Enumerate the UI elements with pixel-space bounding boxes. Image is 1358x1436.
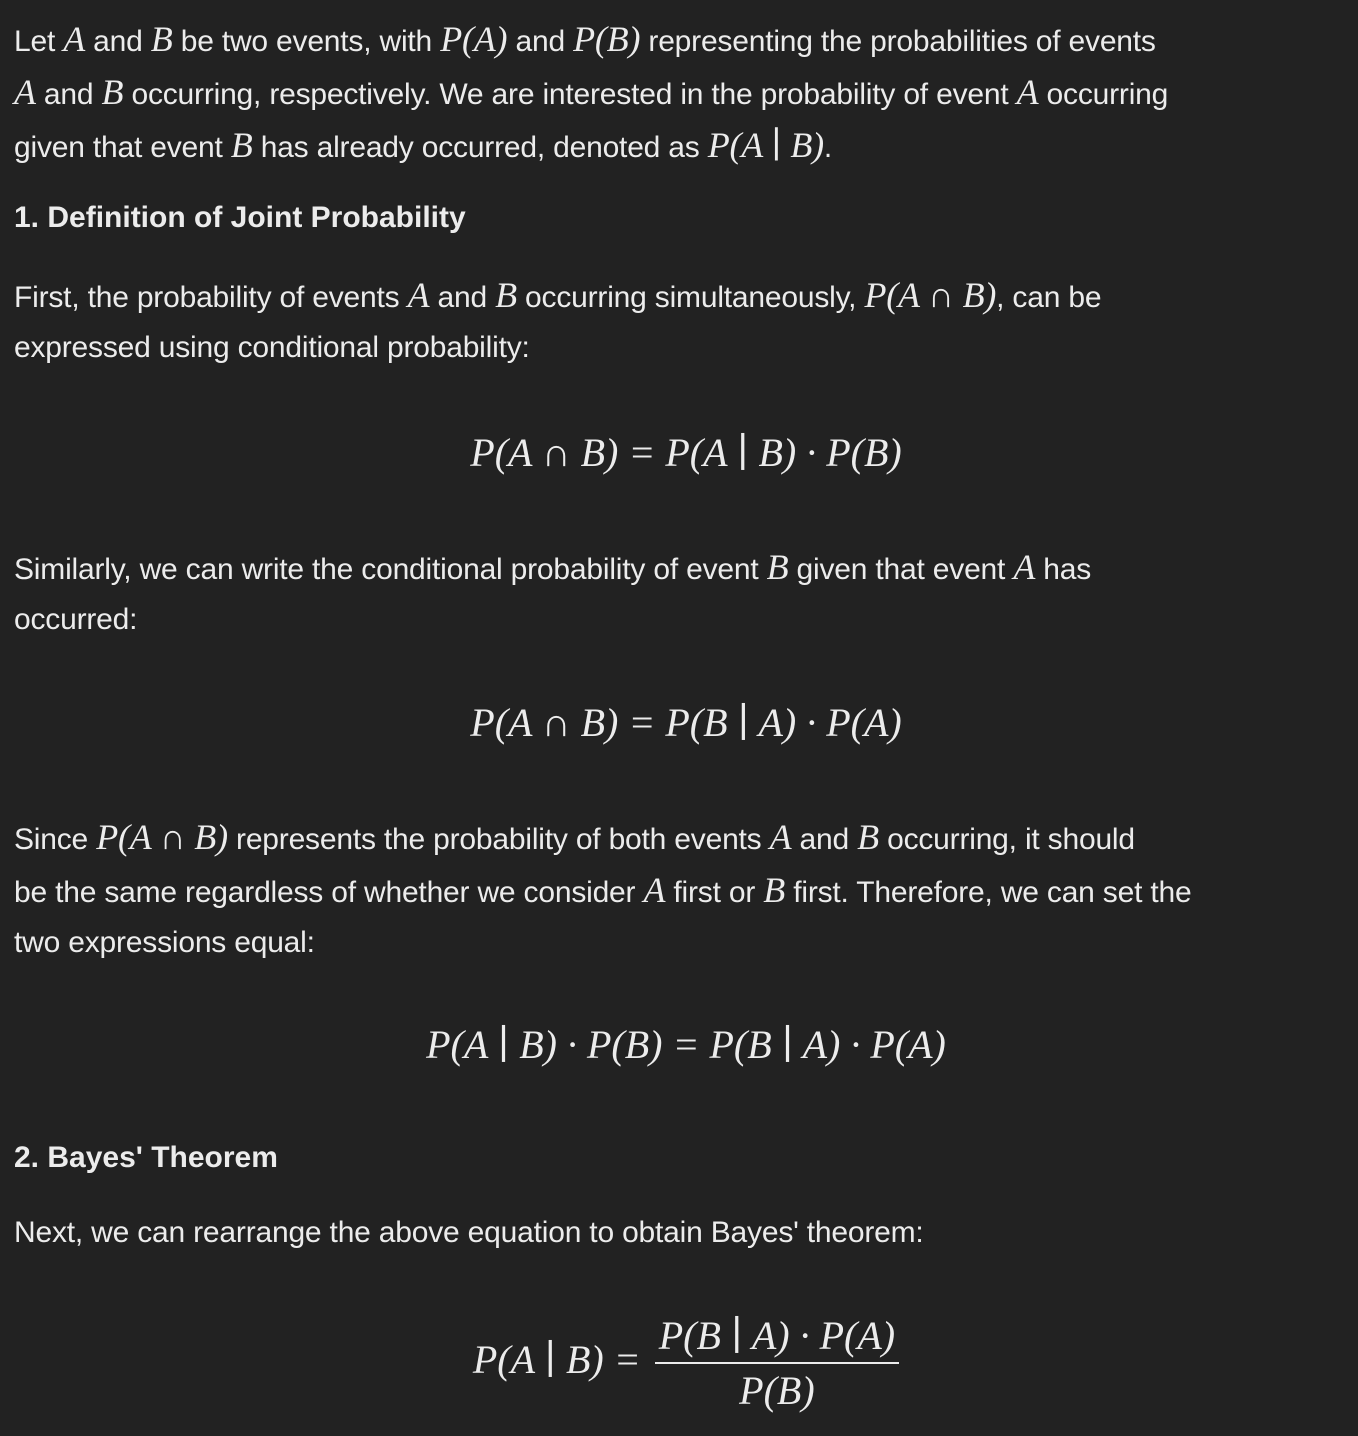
intro-text: . <box>823 131 833 164</box>
math-expr: P(A ∣ B) <box>707 125 824 165</box>
math-expr: P(A) <box>440 19 508 59</box>
math-var: B <box>763 870 786 910</box>
intro-text: given that event <box>14 131 231 164</box>
section-heading-bayes-theorem: 2. Bayes' Theorem <box>14 1141 278 1174</box>
intro-text: and <box>35 78 102 111</box>
bayes-fraction <box>655 1312 899 1416</box>
paragraph-text: and <box>429 281 496 314</box>
intro-text: occurring, respectively. We are interested in the probability of event <box>123 78 1017 111</box>
math-var: B <box>101 72 124 112</box>
intro-text: and <box>85 25 151 58</box>
paragraph-text: First, the probability of events <box>14 281 408 314</box>
math-var: B <box>766 547 789 587</box>
math-var: A <box>643 870 666 910</box>
math-var: B <box>857 817 879 857</box>
math-var: B <box>150 19 173 59</box>
paragraph-text: Since <box>14 823 97 856</box>
bayes-denominator: P(B) <box>739 1367 815 1413</box>
similarly-paragraph <box>14 542 1358 645</box>
math-var: A <box>1013 547 1036 587</box>
paragraph-text: , can be <box>996 281 1102 314</box>
math-var: B <box>495 275 517 315</box>
intro-text: has already occurred, denoted as <box>252 131 708 164</box>
math-var: A <box>769 817 792 857</box>
paragraph-text: Similarly, we can write the conditional probability of event <box>14 553 767 586</box>
bayes-intro-paragraph: Next, we can rearrange the above equation to obtain Bayes' theorem: <box>14 1216 924 1249</box>
since-paragraph <box>14 812 1358 968</box>
intro-text: and <box>507 25 574 58</box>
math-var: A <box>407 275 430 315</box>
intro-text: Let <box>14 25 64 58</box>
bayes-lhs: P(A ∣ B) = <box>472 1337 641 1382</box>
math-expr: P(A ∩ B) <box>864 275 997 315</box>
equation-bayes-theorem <box>14 1310 1358 1420</box>
intro-text: be two events, with <box>172 25 441 58</box>
paragraph-text: represents the probability of both events <box>227 823 770 856</box>
intro-paragraph <box>14 14 1358 173</box>
bayes-numerator: P(B ∣ A) · P(A) <box>655 1312 899 1364</box>
equation-set-equal: P(A ∣ B) · P(B) = P(B ∣ A) · P(A) <box>426 1022 946 1067</box>
equation-joint-b-given-a: P(A ∩ B) = P(B ∣ A) · P(A) <box>470 700 902 745</box>
equation-joint-a-given-b: P(A ∩ B) = P(A ∣ B) · P(B) <box>470 430 902 475</box>
math-var: A <box>63 19 86 59</box>
paragraph-text: first. Therefore, we can set the <box>785 876 1192 909</box>
paragraph-text: given that event <box>788 553 1014 586</box>
math-var: A <box>14 72 36 112</box>
math-expr: P(A ∩ B) <box>96 817 228 857</box>
paragraph-text: and <box>791 823 858 856</box>
math-expr: P(B) <box>573 19 641 59</box>
paragraph-text: occurring, it should <box>878 823 1135 856</box>
paragraph-text: has <box>1035 553 1092 586</box>
paragraph-text: expressed using conditional probability: <box>14 331 530 364</box>
math-var: A <box>1016 72 1039 112</box>
intro-text: representing the probabilities of events <box>640 25 1156 58</box>
paragraph-text: first or <box>665 876 764 909</box>
paragraph-text: occurring simultaneously, <box>516 281 865 314</box>
joint-probability-paragraph <box>14 270 1358 373</box>
paragraph-text: occurred: <box>14 603 138 636</box>
paragraph-text: two expressions equal: <box>14 926 315 959</box>
section-heading-joint-probability: 1. Definition of Joint Probability <box>14 201 466 234</box>
math-var: B <box>230 125 253 165</box>
paragraph-text: be the same regardless of whether we consider <box>14 876 644 909</box>
intro-text: occurring <box>1038 78 1169 111</box>
